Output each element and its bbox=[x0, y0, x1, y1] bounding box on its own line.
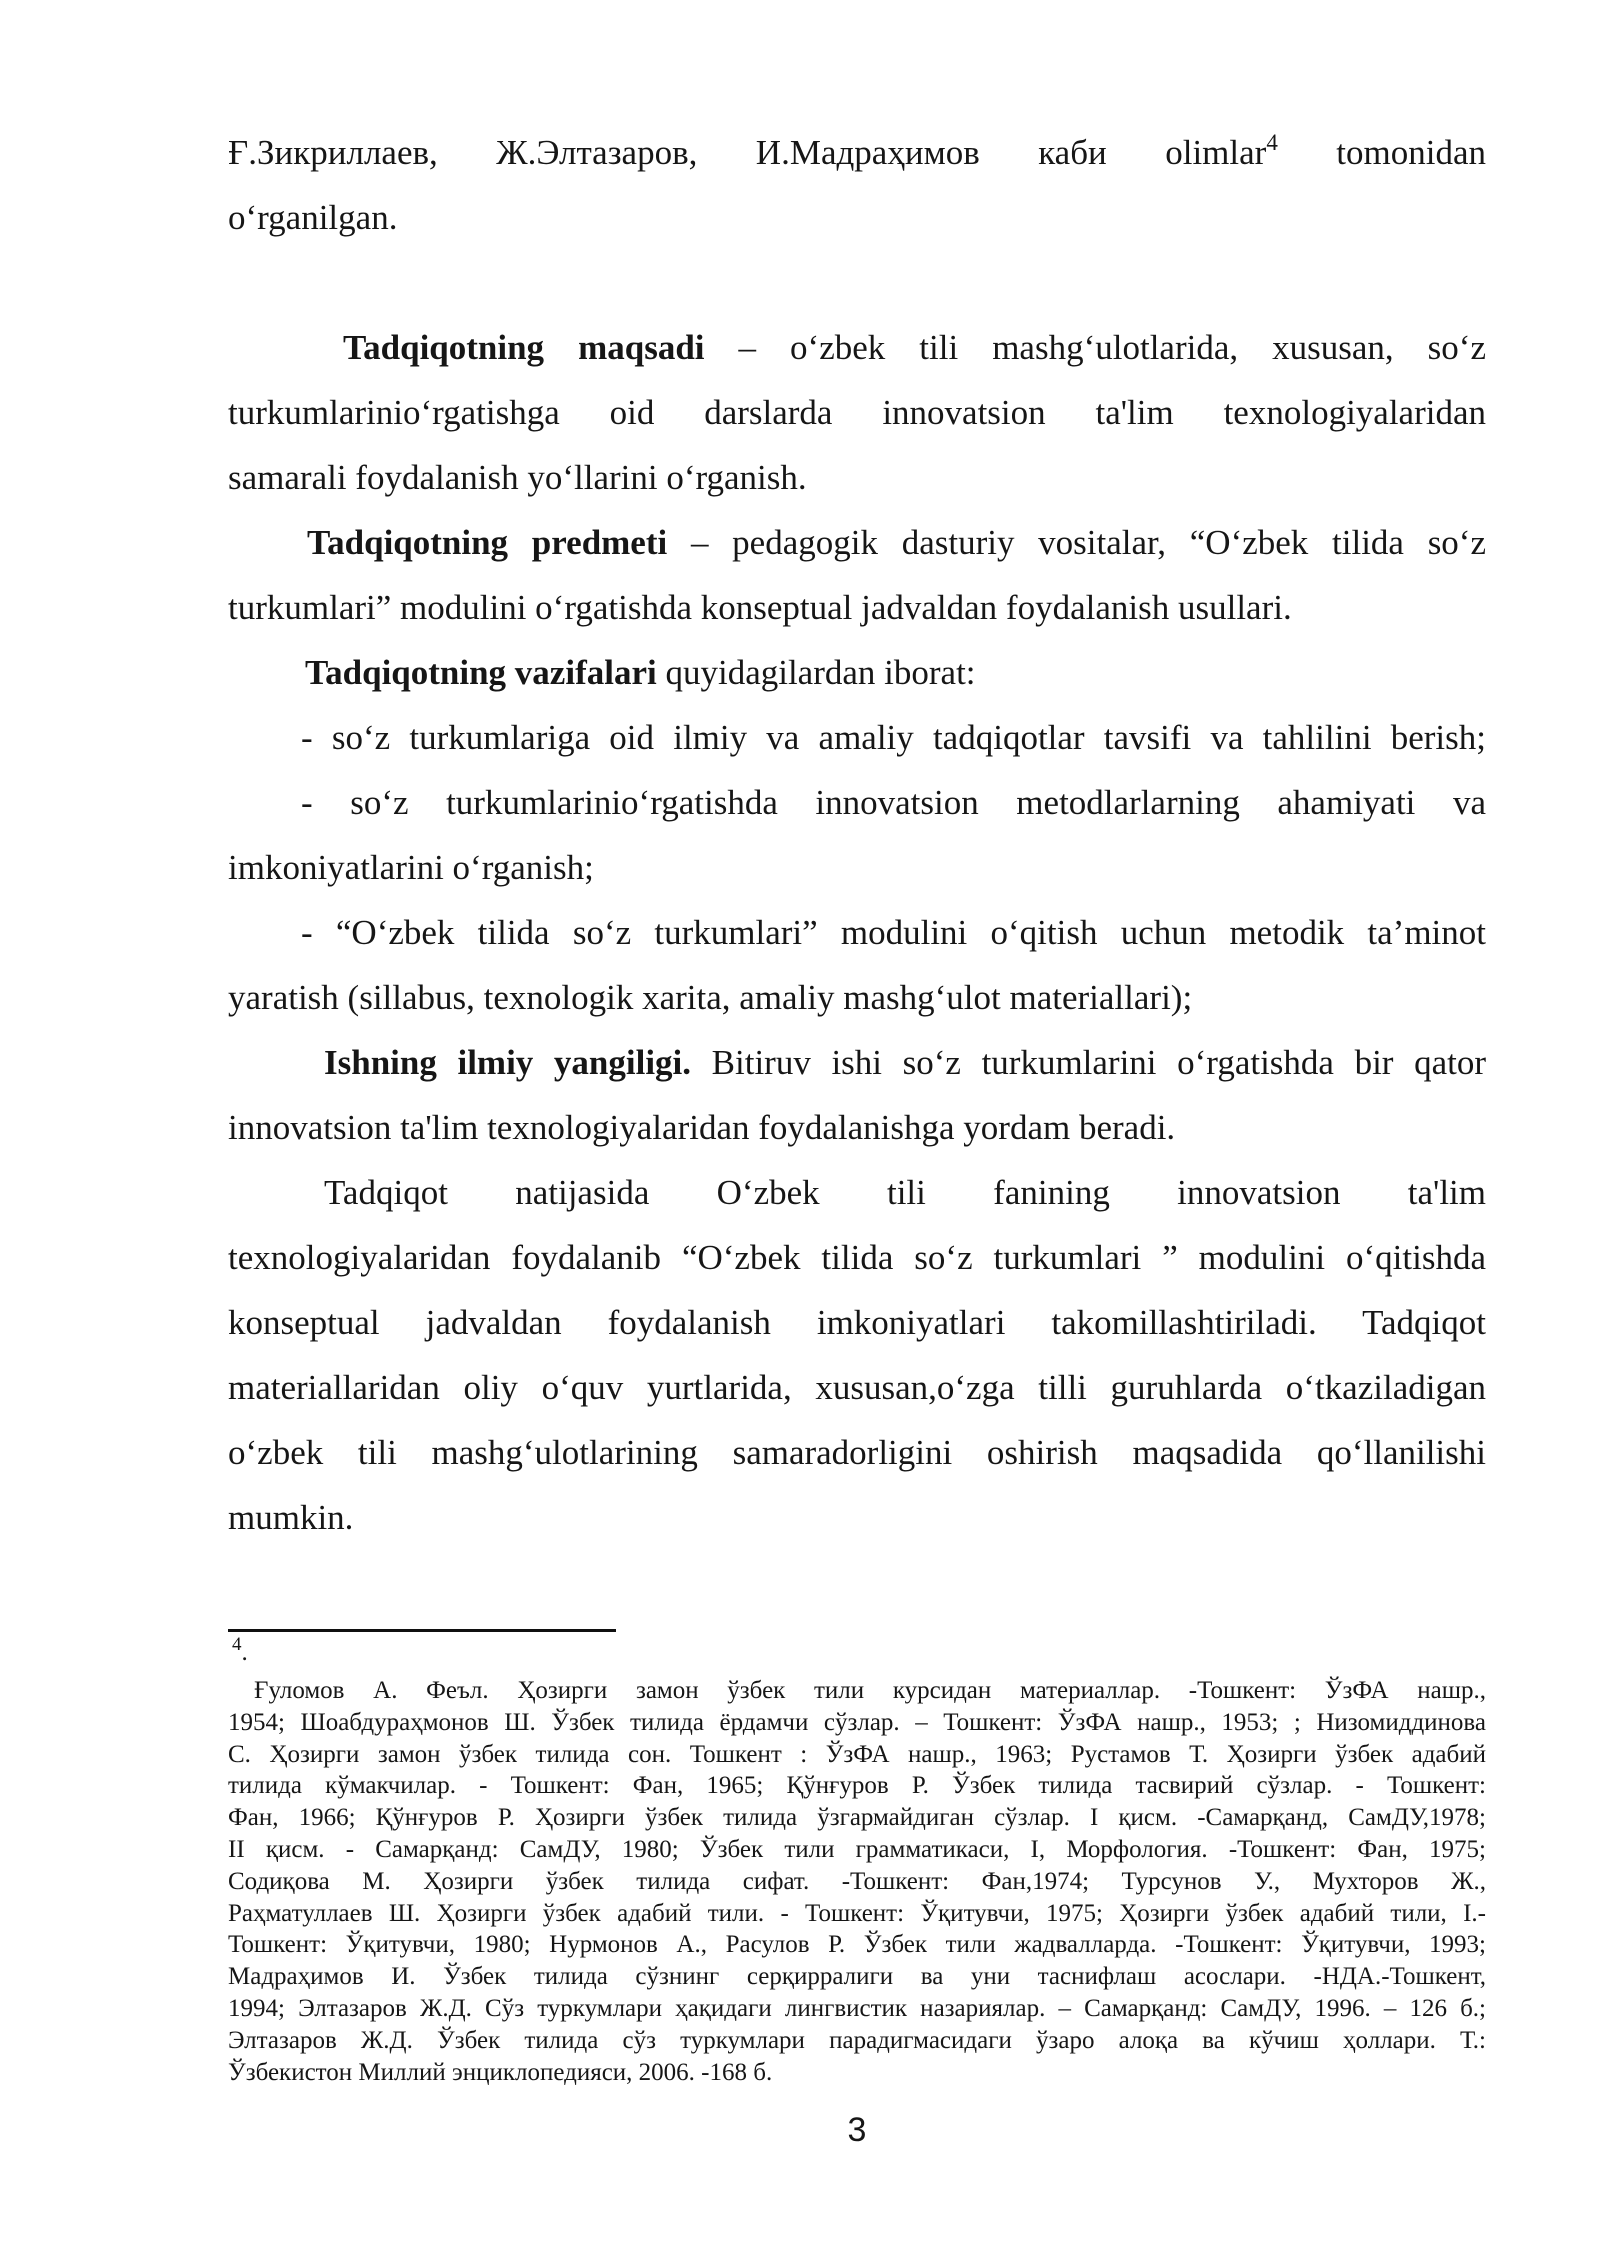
body-line: konseptual jadvaldan foydalanish imkoniyatlari takomillashtiriladi. Tadqiqot bbox=[228, 1303, 1486, 1342]
body-blank-line bbox=[228, 250, 1486, 315]
body-line: Ғ.Зикриллаев, Ж.Элтазаров, И.Мадраҳимов каби olimlar$^4$ tomonidan bbox=[228, 130, 1486, 172]
body-line: materiallaridan oliy o‘quv yurtlarida, xususan,o‘zga tilli guruhlarda o‘tkaziladigan bbox=[228, 1368, 1486, 1407]
footnote-line: Ўзбекистон Миллий энциклопедияси, 2006. -168 б. bbox=[228, 2058, 773, 2086]
body-line: - so‘z turkumlariga oid ilmiy va amaliy tadqiqotlar tavsifi va tahlilini berish; bbox=[301, 718, 1486, 757]
footnote-text bbox=[228, 1675, 1486, 2088]
body-line: Tadqiqotning predmeti – pedagogik dasturiy vositalar, “O‘zbek tilida so‘z bbox=[307, 523, 1487, 562]
footnote-marker-number: 4 bbox=[232, 1634, 242, 1655]
footnote-line: Мадраҳимов И. Ўзбек тилида сўзнинг серқирралиги ва уни таснифлаш асослари. -НДА.-Тошкент, bbox=[228, 1963, 1486, 1991]
page-number: 3 bbox=[847, 2111, 867, 2149]
footnote-marker-period: . bbox=[241, 1639, 248, 1666]
footnote-line: тилида кўмакчилар. - Тошкент: Фан, 1965; Қўнғуров Р. Ўзбек тилида тасвирий сўзлар. - Тошкент: bbox=[228, 1772, 1486, 1800]
footnote-line: 1954; Шоабдураҳмонов Ш. Ўзбек тилида ёрдамчи сўзлар. – Тошкент: ЎзФА нашр., 1953; ; Низомиддинова bbox=[228, 1708, 1486, 1736]
body-line: Tadqiqot natijasida O‘zbek tili fanining innovatsion ta'lim bbox=[324, 1173, 1486, 1212]
footnote-marker bbox=[232, 1634, 248, 1668]
body-line: samarali foydalanish yo‘llarini o‘rganish. bbox=[228, 458, 807, 497]
body-line: turkumlarinio‘rgatishga oid darslarda innovatsion ta'lim texnologiyalaridan bbox=[228, 393, 1486, 432]
body-line: Ishning ilmiy yangiligi. Bitiruv ishi so‘z turkumlarini o‘rgatishda bir qator bbox=[324, 1043, 1486, 1082]
footnote-line: Тошкент: Ўқитувчи, 1980; Нурмонов А., Расулов Р. Ўзбек тили жадвалларда. -Тошкент: Ўқитувчи, 1993; bbox=[228, 1931, 1486, 1959]
footnote-line: 1994; Элтазаров Ж.Д. Сўз туркумлари ҳақидаги лингвистик назариялар. – Самарқанд: СамДУ, 1996. – 126 б.; bbox=[228, 1994, 1486, 2022]
footnote-line: Раҳматуллаев Ш. Ҳозирги ўзбек адабий тили. - Тошкент: Ўқитувчи, 1975; Ҳозирги ўзбек адабий тили, I.- bbox=[228, 1899, 1486, 1927]
body-line: - so‘z turkumlarinio‘rgatishda innovatsion metodlarlarning ahamiyati va bbox=[301, 783, 1486, 822]
footnote-line: Фан, 1966; Қўнғуров Р. Ҳозирги ўзбек тилида ўзгармайдиган сўзлар. I қисм. -Самарқанд, СамДУ,1978; bbox=[228, 1804, 1486, 1832]
body-line: innovatsion ta'lim texnologiyalaridan foydalanishga yordam beradi. bbox=[228, 1108, 1176, 1147]
body-line: Tadqiqotning vazifalari quyidagilardan iborat: bbox=[305, 653, 976, 692]
footnote-separator bbox=[228, 1629, 616, 1632]
body-line: - “O‘zbek tilida so‘z turkumlari” modulini o‘qitish uchun metodik ta’minot bbox=[301, 913, 1486, 952]
body-line: o‘rganilgan. bbox=[228, 198, 398, 237]
footnote-line: Элтазаров Ж.Д. Ўзбек тилида сўз туркумлари парадигмасидаги ўзаро алоқа ва кўчиш ҳоллари. Т.: bbox=[228, 2026, 1486, 2054]
footnote-line: С. Ҳозирги замон ўзбек тилида сон. Тошкент : ЎзФА нашр., 1963; Рустамов Т. Ҳозирги ўзбек адабий bbox=[228, 1740, 1486, 1768]
body-line: o‘zbek tili mashg‘ulotlarining samaradorligini oshirish maqsadida qo‘llanilishi bbox=[228, 1433, 1486, 1472]
body-text bbox=[228, 120, 1486, 1550]
footnote-line: Ғуломов А. Феъл. Ҳозирги замон ўзбек тили курсидан материаллар. -Тошкент: ЎзФА нашр., bbox=[254, 1677, 1486, 1704]
body-line: texnologiyalaridan foydalanib “O‘zbek tilida so‘z turkumlari ” modulini o‘qitishda bbox=[228, 1238, 1486, 1277]
body-line: mumkin. bbox=[228, 1498, 354, 1537]
body-line: imkoniyatlarini o‘rganish; bbox=[228, 848, 594, 887]
footnote-line: Содиқова М. Ҳозирги ўзбек тилида сифат. -Тошкент: Фан,1974; Турсунов У., Мухторов Ж., bbox=[228, 1867, 1486, 1895]
body-line: Tadqiqotning maqsadi – o‘zbek tili mashg‘ulotlarida, xususan, so‘z bbox=[343, 328, 1486, 367]
body-line: yaratish (sillabus, texnologik xarita, amaliy mashg‘ulot materiallari); bbox=[228, 978, 1193, 1017]
footnote-line: II қисм. - Самарқанд: СамДУ, 1980; Ўзбек тили грамматикаси, I, Морфология. -Тошкент: Фан, 1975; bbox=[228, 1835, 1486, 1863]
body-line: turkumlari” modulini o‘rgatishda konseptual jadvaldan foydalanish usullari. bbox=[228, 588, 1292, 627]
